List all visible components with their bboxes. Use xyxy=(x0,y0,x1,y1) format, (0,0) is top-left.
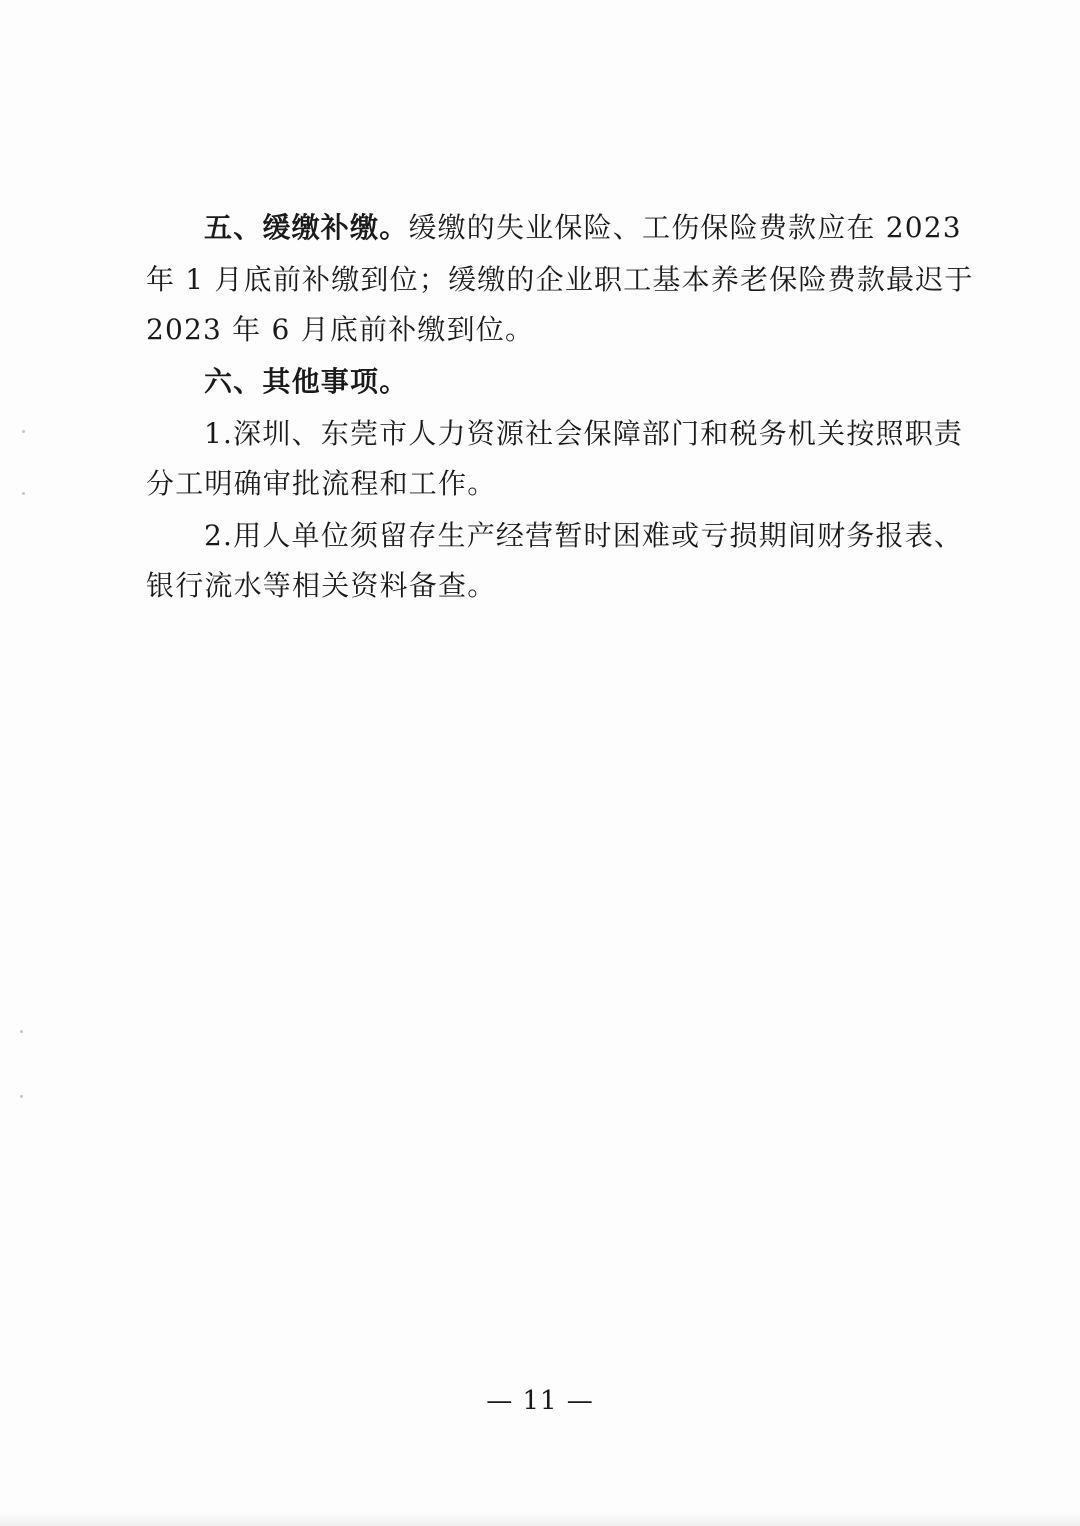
section-6-item-1-line-2: 分工明确审批流程和工作。 xyxy=(146,467,497,500)
section-5-line-3: 2023 年 6 月底前补缴到位。 xyxy=(146,313,535,346)
section-5-line-1 xyxy=(204,208,962,248)
section-6-item-2-line-1: 2.用人单位须留存生产经营暂时困难或亏损期间财务报表、 xyxy=(204,519,964,552)
section-6-heading: 六、其他事项。 xyxy=(204,365,409,398)
scan-speck xyxy=(20,1030,23,1033)
section-5-text: 缓缴的失业保险、工伤保险费款应在 2023 xyxy=(408,211,962,244)
scan-speck xyxy=(22,492,25,495)
section-6-item-1-line-1: 1.深圳、东莞市人力资源社会保障部门和税务机关按照职责 xyxy=(204,417,964,450)
scan-speck xyxy=(22,430,25,433)
section-5-line-2: 年 1 月底前补缴到位；缓缴的企业职工基本养老保险费款最迟于 xyxy=(146,263,974,296)
page-number: — 11 — xyxy=(486,1386,594,1416)
section-5-heading: 五、缓缴补缴。 xyxy=(204,211,409,244)
scan-edge xyxy=(0,1512,1080,1526)
section-6-item-2-line-2: 银行流水等相关资料备查。 xyxy=(146,569,497,602)
scan-speck xyxy=(20,1095,23,1098)
